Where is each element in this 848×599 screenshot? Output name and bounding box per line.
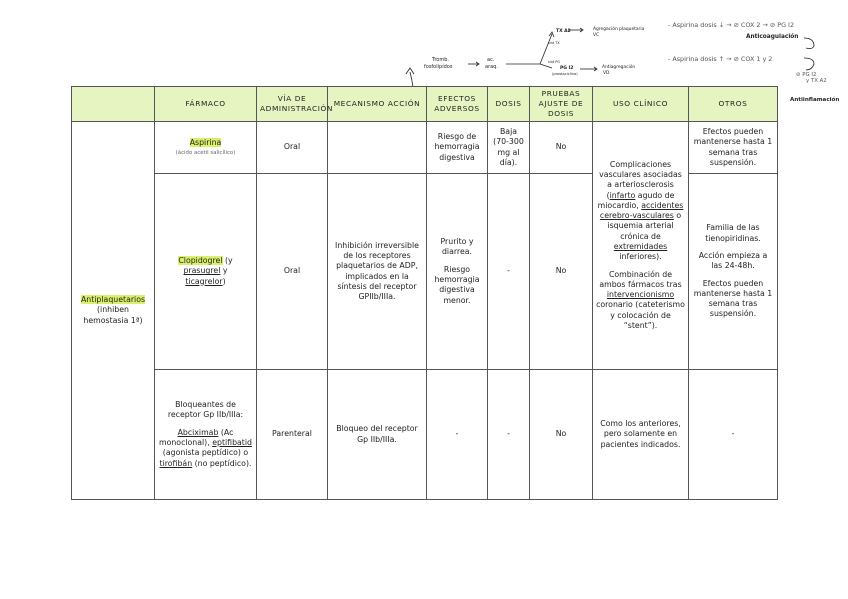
gp-farmaco: Bloqueantes de receptor Gp IIb/IIIa: Abciximab (Ac monoclonal), eptifibatid (agonista peptídico) o tirofibán (no peptídico). [155,370,257,500]
pharmacology-table [71,86,778,500]
gp-otros: - [689,370,778,500]
clopidogrel-efectos: Prurito y diarrea. Riesgo hemorragia digestiva menor. [427,174,488,370]
clopidogrel-mecanismo: Inhibición irreversible de los receptores plaquetarios de ADP, implicados en la síntesis del receptor GPIIb/IIIa. [328,174,427,370]
header-farmaco: FÁRMACO [155,87,257,122]
note-line2: - Aspirina dosis ↑ → ⊘ COX 1 y 2 [668,55,773,63]
note-pgi2-1: ⊘ PG I2 [796,72,817,78]
note-fosfolipidos: fosfolipídos [424,64,453,70]
gp-dosis: - [488,370,530,500]
uso-compartido [593,122,689,370]
note-vd: VD [603,71,610,76]
header-dosis: DOSIS [488,87,530,122]
aspirina-efectos: Riesgo de hemorragia digestiva [427,122,488,174]
note-ac: ac. [487,57,495,63]
gp-mecanismo: Bloqueo del receptor Gp IIb/IIIa. [328,370,427,500]
note-agregacion: Agregación plaquetaria [593,27,645,32]
clopidogrel-pruebas: No [530,174,593,370]
aspirina-pruebas: No [530,122,593,174]
clopidogrel-via: Oral [257,174,328,370]
aspirina-farmaco [155,122,257,174]
header-pruebas: PRUEBAS AJUSTE DE DOSIS [530,87,593,122]
uso-p2: Combinación de ambos fármacos tras intervencionismo coronario (cateterismo y colocación de “stent”). [596,269,685,330]
header-mecanismo: MECANISMO ACCIÓN [328,87,427,122]
header-via: VÍA DE ADMINISTRACIÓN [257,87,328,122]
note-anticoagulacion: Anticoagulación [746,34,799,40]
header-family [72,87,155,122]
gp-via: Parenteral [257,370,328,500]
note-arag: araq. [485,64,498,70]
clopidogrel-otros: Familia de las tienopiridinas. Acción empieza a las 24-48h. Efectos pueden mantenerse hasta 1 semana tras suspensión. [689,174,778,370]
header-otros: OTROS [689,87,778,122]
header-row [72,87,778,122]
note-pg-i2: PG I2 [560,66,574,71]
note-tx-a2: TX A2 [556,29,571,34]
aspirina-sub: (ácido acetil salicílico) [175,149,236,156]
gp-pruebas: No [530,370,593,500]
family-cell [72,122,155,500]
aspirina-dosis: Baja (70-300 mg al día). [488,122,530,174]
note-sint-pg: sint PG [548,60,560,64]
aspirina-via: Oral [257,122,328,174]
note-antiagregacion: Antiagregación [602,65,636,70]
note-line1: - Aspirina dosis ↓ → ⊘ COX 2 → ⊘ PG I2 [668,21,795,29]
row-gp [72,370,778,500]
aspirina-otros: Efectos pueden mantenerse hasta 1 semana tras suspensión. [689,122,778,174]
gp-efectos: - [427,370,488,500]
header-efectos: EFECTOS ADVERSOS [427,87,488,122]
row-aspirina [72,122,778,174]
note-tromb: Tromb. [432,57,449,63]
clopidogrel-farmaco: Clopidogrel (y prasugrel y ticagrelor) [155,174,257,370]
note-vc: VC [593,33,600,38]
note-sint-tx: sint TX [548,41,560,45]
note-prostaciclina: (prostaciclina) [552,72,578,76]
gp-uso: Como los anteriores, pero solamente en pacientes indicados. [593,370,689,500]
family-note: (inhiben hemostasia 1ª) [83,305,143,325]
aspirina-mecanismo [328,122,427,174]
family-name: Antiplaquetarios [80,295,146,305]
uso-p1: Complicaciones vasculares asociadas a arteriosclerosis (infarto agudo de miocardio, accidentes cerebro-vasculares o isquemia arterial crónica de extremidades inferiores). [597,159,684,262]
header-uso: USO CLÍNICO [593,87,689,122]
clopidogrel-dosis: - [488,174,530,370]
note-antiinflamacion: Antiinflamación [790,97,840,103]
aspirina-name: Aspirina [189,138,222,148]
note-pgi2-2: y TX A2 [806,78,827,84]
